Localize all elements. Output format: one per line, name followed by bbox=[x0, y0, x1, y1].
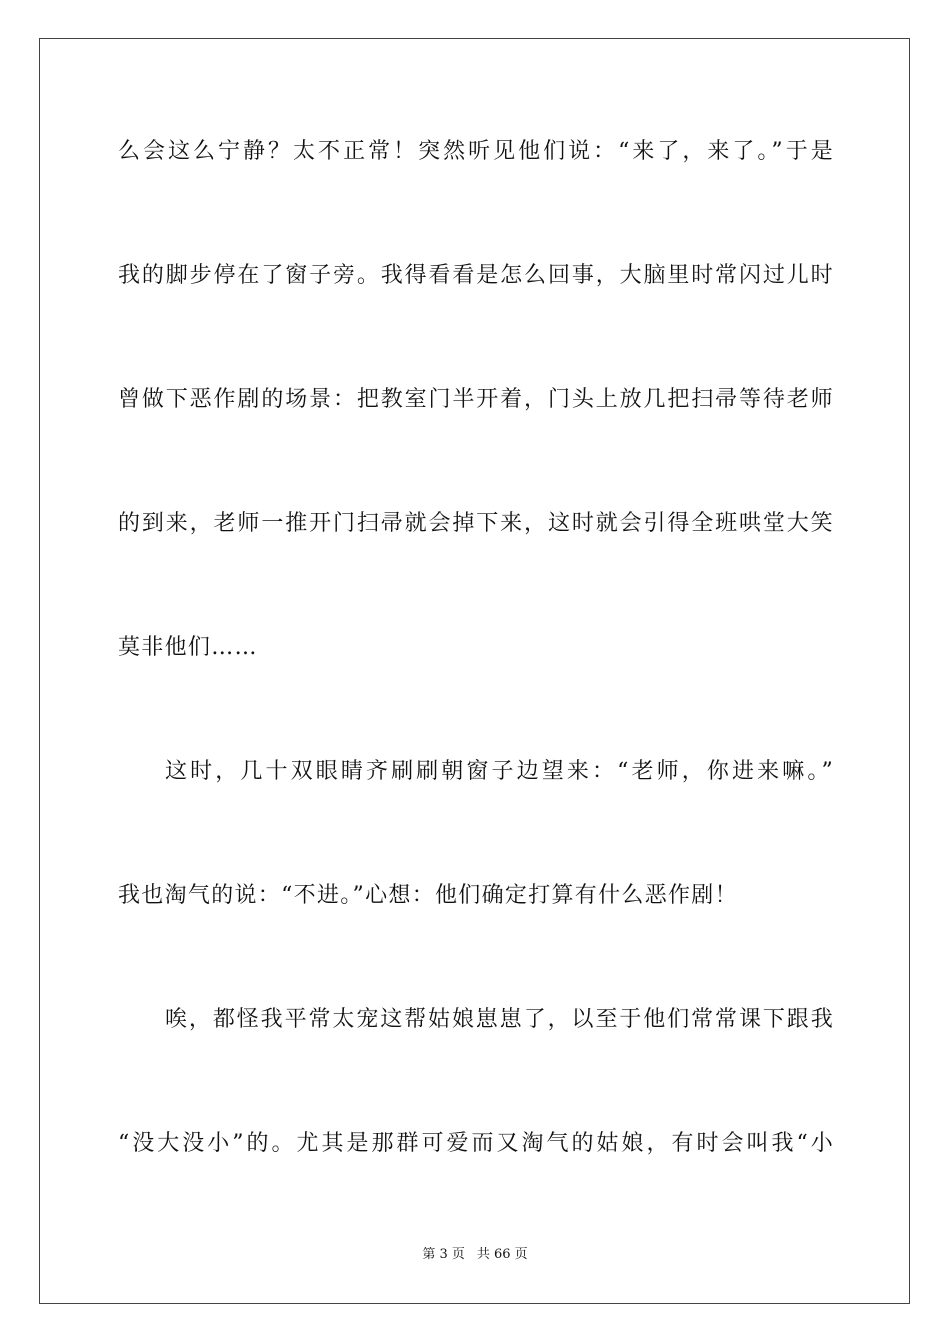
text-line-4: 的到来，老师一推开门扫帚就会掉下来，这时就会引得全班哄堂大笑 bbox=[118, 511, 834, 536]
text-line-3: 曾做下恶作剧的场景：把教室门半开着，门头上放几把扫帚等待老师 bbox=[118, 387, 834, 412]
page-border bbox=[39, 38, 910, 1304]
text-line-8: 唉，都怪我平常太宠这帮姑娘崽崽了，以至于他们常常课下跟我 bbox=[165, 1007, 834, 1032]
text-line-1: 么会这么宁静？太不正常！突然听见他们说：“来了，来了。”于是 bbox=[118, 139, 834, 164]
text-line-7: 我也淘气的说：“不进。”心想：他们确定打算有什么恶作剧！ bbox=[118, 883, 738, 908]
text-line-5: 莫非他们…… bbox=[118, 635, 258, 660]
page-footer bbox=[0, 1246, 950, 1264]
page-number: 第 3 页 bbox=[422, 1247, 465, 1262]
text-line-2: 我的脚步停在了窗子旁。我得看看是怎么回事，大脑里时常闪过儿时 bbox=[118, 263, 834, 288]
text-line-6: 这时，几十双眼睛齐刷刷朝窗子边望来：“老师，你进来嘛。” bbox=[165, 759, 834, 784]
page-total: 共 66 页 bbox=[476, 1247, 528, 1262]
text-line-9: “没大没小”的。尤其是那群可爱而又淘气的姑娘，有时会叫我“小 bbox=[118, 1131, 834, 1156]
